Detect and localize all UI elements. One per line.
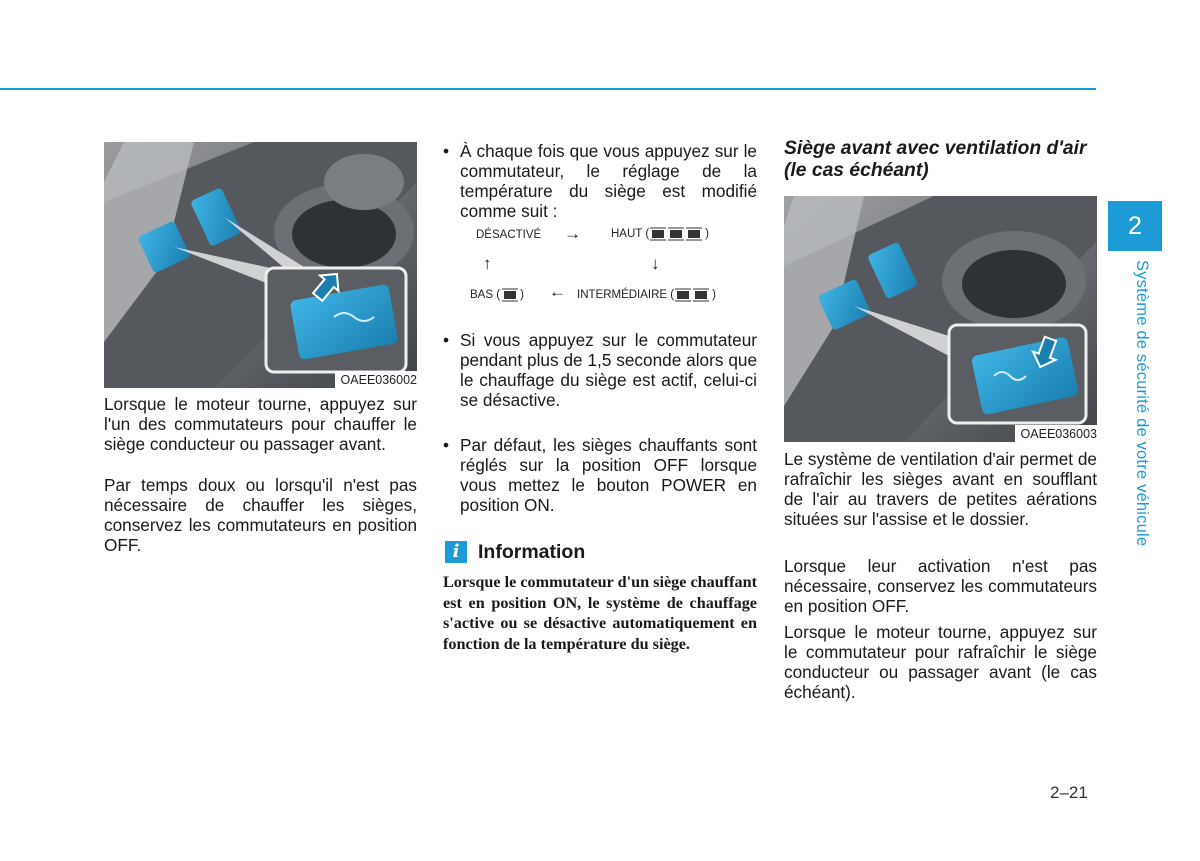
paragraph: Par temps doux ou lorsqu'il n'est pas nécessaire de chauffer les sièges, conservez les commutateurs en position OFF. — [104, 475, 417, 555]
console-illustration — [784, 196, 1097, 442]
high-level — [611, 227, 709, 241]
heated-seat-switch-photo — [104, 142, 417, 388]
arrow-up-icon: ↑ — [483, 254, 492, 273]
paren: ( — [670, 289, 675, 302]
heat-level-1-icon — [501, 288, 519, 302]
paragraph: Lorsque le moteur tourne, appuyez sur le commutateur pour rafraîchir le siège conducteur ou passager avant (le cas échéant). — [784, 622, 1097, 702]
bullet-item — [443, 435, 757, 515]
arrow-right-icon: → — [564, 224, 581, 243]
bullet-dot: • — [443, 141, 450, 161]
chapter-title: Système de sécurité de votre véhicule — [1133, 260, 1151, 547]
figure-code: OAEE036003 — [1015, 425, 1097, 442]
mid-level — [577, 288, 716, 302]
low-level — [470, 288, 524, 302]
bullet-item — [443, 330, 757, 410]
low-label: BAS — [470, 289, 494, 302]
heat-level-2-icon — [675, 288, 711, 302]
figure-code: OAEE036002 — [335, 371, 417, 388]
paragraph: Lorsque leur activation n'est pas nécessaire, conservez les commutateurs en position OFF. — [784, 556, 1097, 616]
paragraph: Lorsque le moteur tourne, appuyez sur l'un des commutateurs pour chauffer le siège conducteur ou passager avant. — [104, 394, 417, 454]
page-number: 2–21 — [1050, 783, 1088, 802]
paren: ( — [496, 289, 501, 302]
information-header — [443, 540, 757, 566]
mid-label: INTERMÉDIAIRE — [577, 289, 668, 302]
paren: ( — [645, 228, 650, 241]
header-rule — [0, 88, 1096, 90]
ventilated-seat-switch-photo — [784, 196, 1097, 442]
bullet-item — [443, 141, 757, 221]
bullet-dot: • — [443, 435, 450, 455]
section-title: Siège avant avec ventilation d'air (le cas échéant) — [784, 138, 1087, 181]
bullet-text: Si vous appuyez sur le commutateur pendant plus de 1,5 seconde alors que le chauffage du siège est actif, celui-ci se désactive. — [460, 330, 757, 410]
heat-level-3-icon — [650, 227, 704, 241]
arrow-left-icon: ← — [549, 282, 566, 301]
bullet-dot: • — [443, 330, 450, 350]
paren: ) — [705, 228, 709, 241]
bullet-text: À chaque fois que vous appuyez sur le commutateur, le réglage de la température du siège est modifié comme suit : — [460, 141, 757, 221]
information-title: Information — [478, 541, 586, 563]
off-label: DÉSACTIVÉ — [476, 229, 542, 241]
bullet-text: Par défaut, les sièges chauffants sont réglés sur la position OFF lorsque vous mettez le bouton POWER en position ON. — [460, 435, 757, 515]
paragraph: Le système de ventilation d'air permet de rafraîchir les sièges avant en soufflant de l'air au travers de petites aérations situées sur l'assise et le dossier. — [784, 449, 1097, 529]
information-text: Lorsque le commutateur d'un siège chauffant est en position ON, le système de chauffage s'active ou se désactive automatiquement en fonction de la température du siège. — [443, 573, 758, 653]
console-illustration — [104, 142, 417, 388]
paren: ) — [712, 289, 716, 302]
arrow-down-icon: ↓ — [651, 254, 660, 273]
chapter-tab: 2 — [1108, 201, 1162, 251]
high-label: HAUT — [611, 228, 643, 241]
temperature-cycle-diagram — [443, 224, 757, 310]
paren: ) — [520, 289, 524, 302]
info-icon: i — [445, 541, 467, 563]
